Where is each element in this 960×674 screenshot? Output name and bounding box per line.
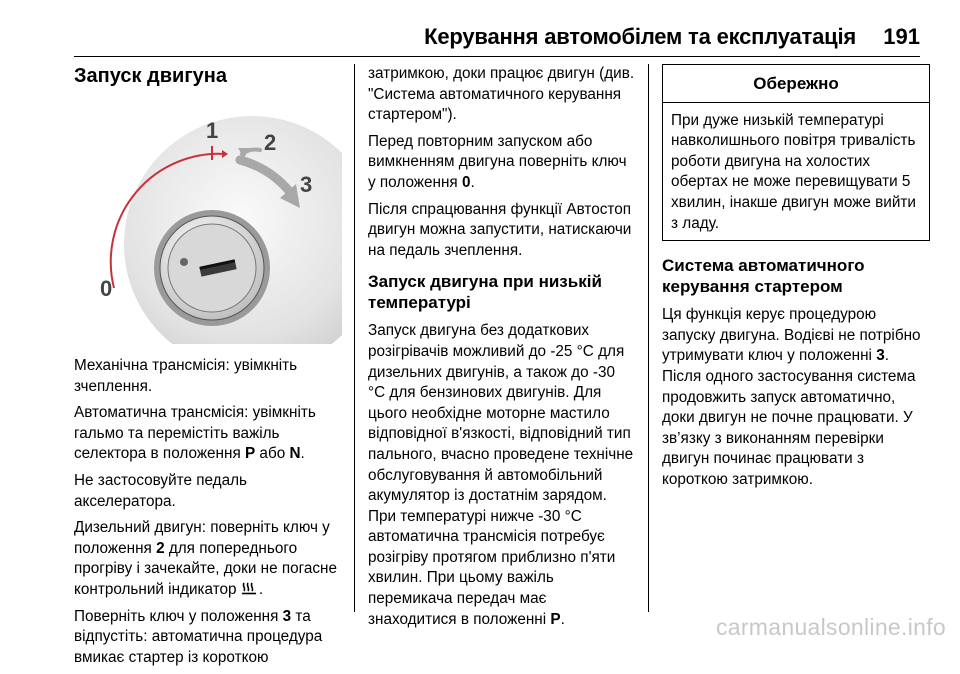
section-title-cold-start: Запуск двигуна при низькій температурі [368,272,602,313]
paragraph-accelerator: Не застосовуйте педаль акселератора. [74,471,248,510]
page-header [74,22,920,57]
caution-title: Обережно [663,65,929,103]
paragraph-autostop: Після спрацювання функції Автостоп двигун можна запустити, натискаючи на педаль зчеплення. [368,200,632,259]
position-2-label: 2 [264,130,277,155]
position-0-label: 0 [100,276,113,301]
paragraph-turn-key: Поверніть ключ у положення 3 та відпустіть: автоматична процедура вмикає стартер із короткою [74,607,323,666]
section-title-engine-start: Запуск двигуна [74,65,227,87]
paragraph-starter-control: Ця функція керує процедурою запуску двигуна. Водієві не потрібно утримувати ключ у положенні 3. Після одного застосування система продовжить запуск автоматично, доки двигун не почне працювати. У зв’язку з виконанням перевірки двигун починає працювати з короткою затримкою. [662,306,921,488]
paragraph-automatic-transmission: Автоматична трансмісія: увімкніть гальмо та перемістіть важіль селектора в положення P або N. [74,404,316,463]
position-3-label: 3 [300,172,313,197]
page-number: 191 [883,24,920,49]
position-1-label: 1 [206,118,219,143]
ignition-switch-illustration [74,96,342,344]
column-divider-1 [354,64,355,612]
paragraph-cold-start: Запуск двигуна без додаткових розігрівачів можливий до -25 °C для дизельних двигунів, а також до -30 °C для бензинових двигунів. Для цього необхідне моторне мастило відповідної в'язкості, відповідний тип пального, вчасно проведене технічне обслуговування й автомобільний акумулятор із достатнім зарядом. При температурі нижче -30 °C автоматична трансмісія потребує розігріву протягом приблизно п'яти хвилин. При цьому важіль перемикача передач має знаходитися в положенні P. [368,322,634,628]
caution-text: При дуже низькій температурі навколишнього повітря тривалість роботи двигуна на холостих обертах не може перевищувати 5 хвилин, інакше двигун може вийти з ладу. [671,111,916,232]
paragraph-manual-transmission: Механічна трансмісія: увімкніть зчеплення. [74,357,298,395]
glow-plug-icon [241,581,259,595]
paragraph-continuation: затримкою, доки працює двигун (див. "Система автоматичного керування стартером"). [368,65,635,124]
caution-box [662,64,930,241]
watermark: carmanualsonline.info [715,614,946,640]
column-3 [662,64,930,497]
column-2 [368,64,636,636]
column-divider-2 [648,64,649,612]
section-title-starter-control: Система автоматичного керування стартером [662,256,865,297]
cylinder-dot [180,258,188,266]
header-title: Керування автомобілем та експлуатація [424,24,856,49]
column-1 [74,64,342,674]
paragraph-restart: Перед повторним запуском або вимкненням двигуна поверніть ключ у положення 0. [368,132,627,191]
paragraph-diesel: Дизельний двигун: поверніть ключ у положення 2 для попереднього прогріву і зачекайте, доки не погасне контрольний індикатор . [74,519,337,598]
